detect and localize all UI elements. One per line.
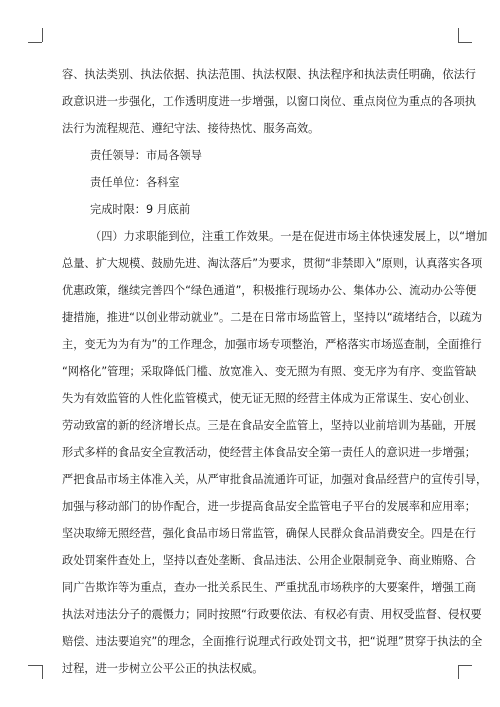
- body-text-line: 总量、扩大规模、鼓励先进、淘汰落后”为要求，贯彻“非禁即入”原则，认真落实各项: [62, 257, 483, 270]
- body-text-line: 加强与移动部门的协作配合，进一步提高食品安全监管电子平台的发展率和应用率；: [62, 500, 476, 513]
- body-text-line: 容、执法类别、执法依据、执法范围、执法权限、执法程序和执法责任明确，依法行: [62, 68, 476, 81]
- crop-mark-bottom-left-v: [42, 665, 43, 679]
- body-text-line: 同广告欺诈等为重点，查办一批关系民生、严重扰乱市场秩序的大要案件，增强工商: [62, 581, 476, 594]
- crop-mark-top-right-h: [458, 42, 472, 43]
- crop-mark-top-left-v: [42, 28, 43, 42]
- responsible-unit: 责任单位：各科室: [90, 176, 180, 189]
- body-text-line: 法行为流程规范、遵纪守法、接待热忱、服务高效。: [62, 122, 320, 135]
- body-text-line: 过程，进一步树立公平公正的执法权威。: [62, 662, 264, 675]
- crop-mark-top-left-h: [28, 42, 42, 43]
- body-text-line: 失为有效监管的人性化监管模式，使无证无照的经营主体成为正常谋生、安心创业、: [62, 392, 476, 405]
- body-text-line: 坚决取缔无照经营，强化食品市场日常监管，确保人民群众食品消费安全。四是在行: [62, 527, 476, 540]
- crop-mark-bottom-left-h: [28, 665, 42, 666]
- body-text-line: 形式多样的食品安全宣教活动，使经营主体食品安全第一责任人的意识进一步增强；: [62, 446, 476, 459]
- body-text-line: 政意识进一步强化，工作透明度进一步增强，以窗口岗位、重点岗位为重点的各项执: [62, 95, 476, 108]
- responsible-leader: 责任领导：市局各领导: [90, 149, 202, 162]
- body-text-line: 政处罚案件查处上，坚持以查处垄断、食品违法、公用企业限制竞争、商业贿赂、合: [62, 554, 476, 567]
- body-text-line: 执法对违法分子的震慑力；同时按照“行政要依法、有权必有责、用权受监督、侵权要: [62, 608, 482, 621]
- body-text-line: 劳动致富的新的经济增长点。三是在食品安全监管上，坚持以业前培训为基础，开展: [62, 419, 476, 432]
- body-text-line: 优惠政策，继续完善四个“绿色通道”，积极推行现场办公、集体办公、流动办公等便: [62, 284, 477, 297]
- body-text-line: 主，变无为为有为”的工作理念，加强市场专项整治，严格落实市场巡查制，全面推行: [62, 338, 482, 351]
- section-heading-line: （四）力求职能到位，注重工作效果。一是在促进市场主体快速发展上，以“增加: [90, 230, 488, 243]
- body-text-line: 赔偿、违法要追究”的理念，全面推行说理式行政处罚文书，把“说理”贯穿于执法的全: [62, 635, 483, 648]
- completion-deadline: 完成时限：9 月底前: [90, 203, 191, 216]
- body-text-line: 严把食品市场主体准入关，从严审批食品流通许可证，加强对食品经营户的宣传引导，: [62, 473, 488, 486]
- crop-mark-bottom-right-h: [458, 665, 472, 666]
- body-text-line: “网格化”管理；采取降低门槛、放宽准入、变无照为有照、变无序为有序、变监管缺: [62, 365, 477, 378]
- crop-mark-top-right-v: [458, 28, 459, 42]
- crop-mark-bottom-right-v: [458, 665, 459, 679]
- body-text-line: 捷措施，推进“以创业带动就业”。二是在日常市场监管上，坚持以“疏堵结合，以疏为: [62, 311, 483, 324]
